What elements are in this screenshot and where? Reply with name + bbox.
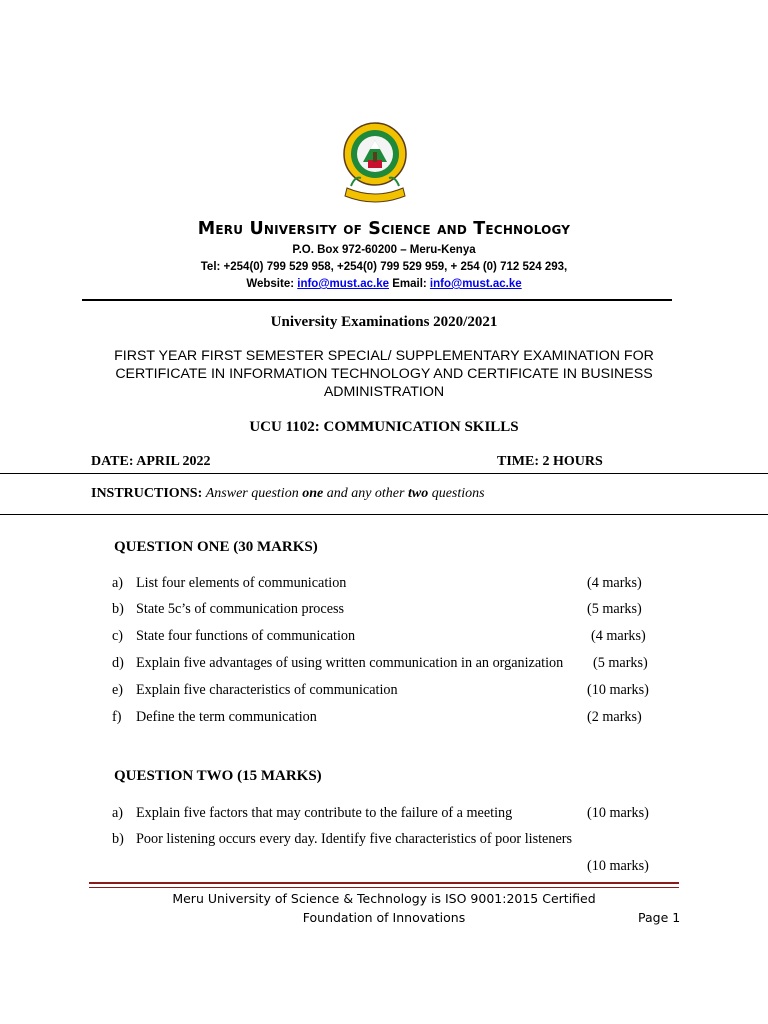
university-crest-icon	[341, 116, 409, 208]
university-name: Meru University of Science and Technology	[197, 219, 571, 239]
footer-divider-thick	[89, 882, 679, 884]
exam-title-line-3: ADMINISTRATION	[323, 384, 445, 400]
list-item	[112, 575, 346, 592]
exam-title-line-1: FIRST YEAR FIRST SEMESTER SPECIAL/ SUPPLEMENTARY EXAMINATION FOR	[114, 348, 654, 364]
email-link[interactable]: info@must.ac.ke	[429, 278, 522, 290]
item-label: b)	[112, 601, 124, 617]
instructions-label: INSTRUCTIONS:	[91, 486, 203, 501]
item-label: f)	[112, 709, 122, 725]
page-number: Page 1	[638, 910, 681, 925]
item-marks: (10 marks)	[587, 858, 649, 874]
email-label: Email:	[392, 278, 427, 290]
item-label: d)	[112, 655, 124, 671]
item-label: e)	[112, 682, 124, 698]
list-item	[112, 709, 317, 726]
item-marks: (2 marks)	[587, 709, 642, 725]
exam-date: DATE: APRIL 2022	[91, 454, 211, 469]
item-label: a)	[112, 575, 124, 591]
list-item	[112, 601, 344, 618]
university-logo	[341, 116, 409, 208]
instructions-pre: Answer question	[205, 486, 299, 501]
item-marks: (10 marks)	[587, 682, 649, 698]
footer-divider-thin	[89, 887, 679, 888]
header-divider	[82, 299, 672, 301]
exam-time: TIME: 2 HOURS	[497, 454, 603, 469]
website-label: Website:	[246, 278, 295, 290]
list-item	[112, 805, 512, 822]
instructions-mid: and any other	[326, 486, 405, 501]
list-item	[112, 655, 563, 672]
item-text: Explain five characteristics of communication	[136, 682, 398, 698]
website-link[interactable]: info@must.ac.ke	[297, 278, 389, 290]
item-text: State four functions of communication	[136, 628, 356, 644]
item-text: Poor listening occurs every day. Identify five characteristics of poor listeners	[136, 831, 572, 847]
course-title: UCU 1102: COMMUNICATION SKILLS	[249, 419, 519, 435]
instructions-bottom-divider	[0, 514, 768, 515]
item-text: Define the term communication	[136, 709, 317, 725]
footer-motto: Foundation of Innovations	[302, 910, 466, 925]
exam-title	[0, 347, 768, 401]
item-label: c)	[112, 628, 124, 644]
item-text: Explain five advantages of using written communication in an organization	[136, 655, 564, 671]
list-item	[112, 831, 572, 848]
item-text: List four elements of communication	[136, 575, 347, 591]
instructions-one: one	[302, 486, 324, 501]
telephone-numbers: Tel: +254(0) 799 529 958, +254(0) 799 529 959, + 254 (0) 712 524 293,	[200, 261, 568, 273]
exam-title-line-2: CERTIFICATE IN INFORMATION TECHNOLOGY AND CERTIFICATE IN BUSINESS	[115, 366, 653, 382]
question-one-heading: QUESTION ONE (30 MARKS)	[114, 539, 318, 555]
item-text: Explain five factors that may contribute to the failure of a meeting	[136, 805, 513, 821]
website-email-line	[0, 278, 768, 290]
postal-address: P.O. Box 972-60200 – Meru-Kenya	[292, 244, 476, 256]
list-item	[112, 628, 355, 645]
item-label: a)	[112, 805, 124, 821]
item-marks: (4 marks)	[587, 575, 642, 591]
item-label: b)	[112, 831, 124, 847]
footer-certification: Meru University of Science & Technology is ISO 9001:2015 Certified	[172, 891, 596, 906]
instructions-top-divider	[0, 473, 768, 474]
question-two-heading: QUESTION TWO (15 MARKS)	[114, 768, 322, 784]
exam-year: University Examinations 2020/2021	[270, 314, 498, 330]
item-marks: (10 marks)	[587, 805, 649, 821]
instructions-two: two	[407, 486, 429, 501]
item-marks: (5 marks)	[587, 601, 642, 617]
item-text: State 5c’s of communication process	[136, 601, 345, 617]
instructions-post: questions	[431, 486, 485, 501]
item-marks: (4 marks)	[591, 628, 646, 644]
item-marks: (5 marks)	[593, 655, 648, 671]
list-item	[112, 682, 398, 699]
instructions	[91, 486, 485, 502]
